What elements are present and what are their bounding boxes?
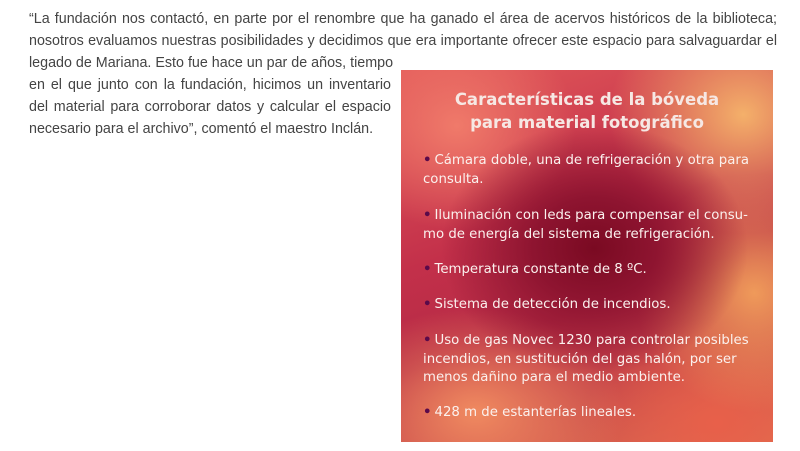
feature-line: Cámara doble, una de refrigeración y otra para: [434, 153, 750, 168]
bullet-icon: •: [423, 153, 432, 168]
feature-line: consulta.: [423, 171, 484, 187]
bullet-icon: •: [423, 405, 432, 420]
infographic-title: [401, 88, 773, 134]
text-line: nosotros evaluamos nuestras posibilidades y decidimos que era importante ofrecer este espacio para salvaguardar el: [29, 33, 777, 49]
text-line: del material para corroborar datos y calcular el espacio: [29, 99, 391, 115]
feature-item-fire-detection: [423, 296, 773, 315]
feature-line: incendios, en sustitución del gas halón, por ser: [423, 351, 737, 367]
feature-item-novec-gas: [423, 332, 773, 388]
text-line: necesario para el archivo”, comentó el maestro Inclán.: [29, 121, 374, 137]
feature-item-led-lighting: [423, 207, 773, 244]
text-line: legado de Mariana. Esto fue hace un par de años, tiempo: [29, 55, 394, 71]
bullet-icon: •: [423, 333, 432, 348]
feature-line: Uso de gas Novec 1230 para controlar posibles: [434, 333, 749, 348]
text-line: en el que junto con la fundación, hicimos un inventario: [29, 77, 391, 93]
title-line: para material fotográfico: [470, 113, 704, 132]
feature-line: mo de energía del sistema de refrigeración.: [423, 226, 715, 242]
feature-line: Sistema de detección de incendios.: [434, 297, 671, 312]
feature-item-shelving: [423, 404, 773, 423]
feature-item-temperature: [423, 261, 773, 280]
bullet-icon: •: [423, 297, 432, 312]
feature-line: Temperatura constante de 8 ºC.: [434, 262, 647, 277]
quote-paragraph-continued: [29, 52, 394, 140]
title-line: Características de la bóveda: [454, 90, 720, 109]
vault-features-infographic: [401, 70, 773, 442]
bullet-icon: •: [423, 262, 432, 277]
feature-item-double-chamber: [423, 152, 773, 189]
feature-line: menos dañino para el medio ambiente.: [423, 370, 685, 385]
quote-paragraph-top: [29, 8, 777, 52]
feature-line: Iluminación con leds para compensar el consu-: [434, 208, 748, 223]
text-line: “La fundación nos contactó, en parte por el renombre que ha ganado el área de acervos históricos de la biblioteca;: [29, 11, 777, 27]
feature-line: 428 m de estanterías lineales.: [434, 405, 637, 420]
bullet-icon: •: [423, 208, 432, 223]
